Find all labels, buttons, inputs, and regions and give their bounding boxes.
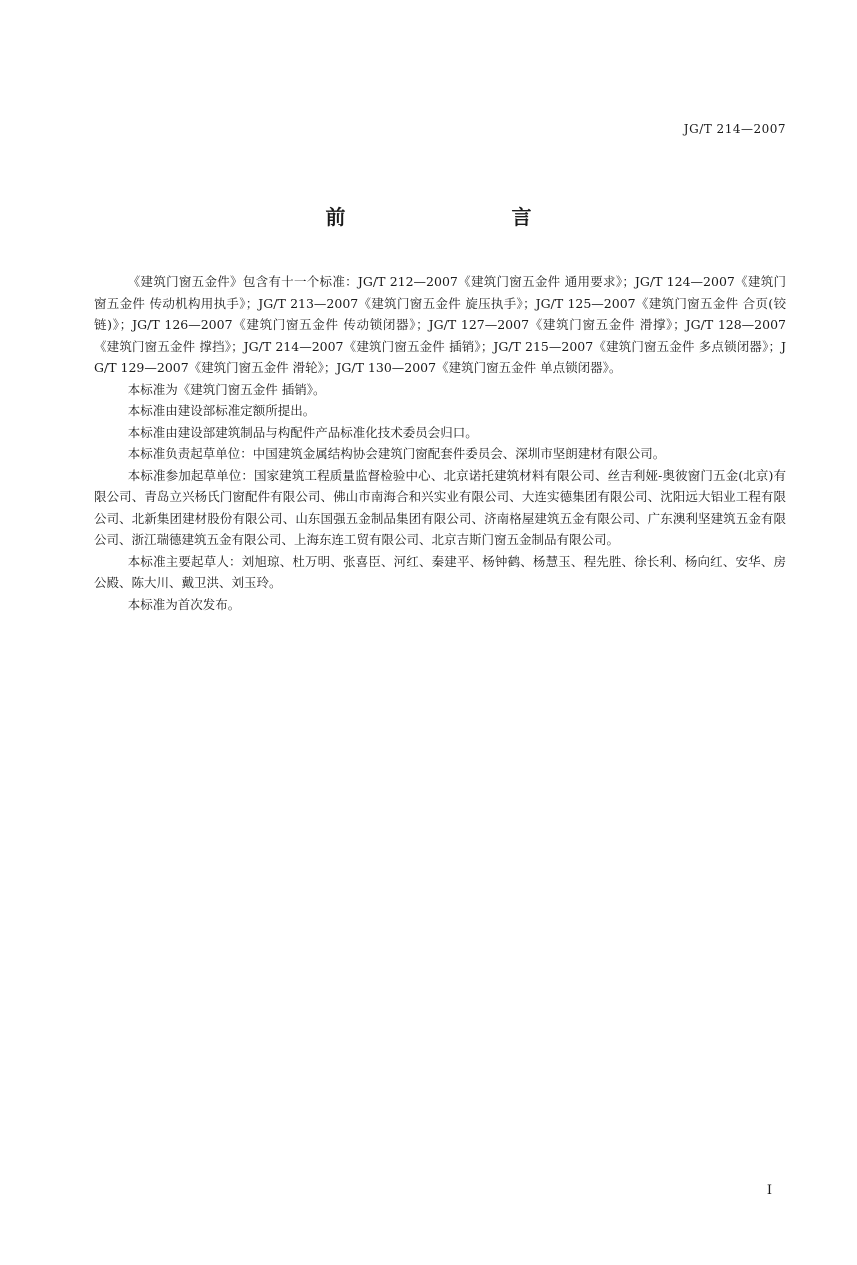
page-number: I bbox=[766, 1183, 772, 1198]
paragraph-main-drafters: 本标准主要起草人：刘旭琼、杜万明、张喜臣、河红、秦建平、杨钟鹤、杨慧玉、程先胜、徐长利、杨向红、安华、房公殿、陈大川、戴卫洪、刘玉玲。 bbox=[94, 553, 786, 590]
paragraph-participating-drafters: 本标准参加起草单位：国家建筑工程质量监督检验中心、北京诺托建筑材料有限公司、丝吉利娅-奥彼窗门五金(北京)有限公司、青岛立兴杨氏门窗配件有限公司、佛山市南海合和兴实业有限公司、大连实德集团有限公司、沈阳远大铝业工程有限公司、北新集团建材股份有限公司、山东国强五金制品集团有限公司、济南格屋建筑五金有限公司、广东澳利坚建筑五金有限公司、浙江瑞德建筑五金有限公司、上海东连工贸有限公司、北京吉斯门窗五金制品有限公司。 bbox=[94, 467, 786, 547]
preface-body bbox=[94, 271, 786, 615]
paragraph-proposed-by: 本标准由建设部标准定额所提出。 bbox=[127, 403, 316, 418]
page-title: 前 言 bbox=[325, 205, 574, 229]
standard-code: JG/T 214—2007 bbox=[683, 122, 786, 136]
paragraph-this-standard: 本标准为《建筑门窗五金件 插销》。 bbox=[127, 381, 326, 397]
paragraph-first-release: 本标准为首次发布。 bbox=[127, 596, 241, 612]
paragraph-standards-list: 《建筑门窗五金件》包含有十一个标准：JG/T 212—2007《建筑门窗五金件 通用要求》；JG/T 124—2007《建筑门窗五金件 传动机构用执手》；JG/T 213—2007《建筑门窗五金件 旋压执手》；JG/T 125—2007《建筑门窗五金件 合页(铰链)》；JG/T 126—2007《建筑门窗五金件 传动锁闭器》；JG/T 127—2007《建筑门窗五金件 滑撑》；JG/T 128—2007《建筑门窗五金件 撑挡》；JG/T 214—2007《建筑门窗五金件 插销》；JG/T 215—2007《建筑门窗五金件 多点锁闭器》；JG/T 129—2007《建筑门窗五金件 滑轮》；JG/T 130—2007《建筑门窗五金件 单点锁闭器》。 bbox=[94, 274, 786, 375]
paragraph-lead-drafter: 本标准负责起草单位：中国建筑金属结构协会建筑门窗配套件委员会、深圳市坚朗建材有限公司。 bbox=[127, 446, 666, 461]
paragraph-centralized-by: 本标准由建设部建筑制品与构配件产品标准化技术委员会归口。 bbox=[127, 424, 478, 440]
